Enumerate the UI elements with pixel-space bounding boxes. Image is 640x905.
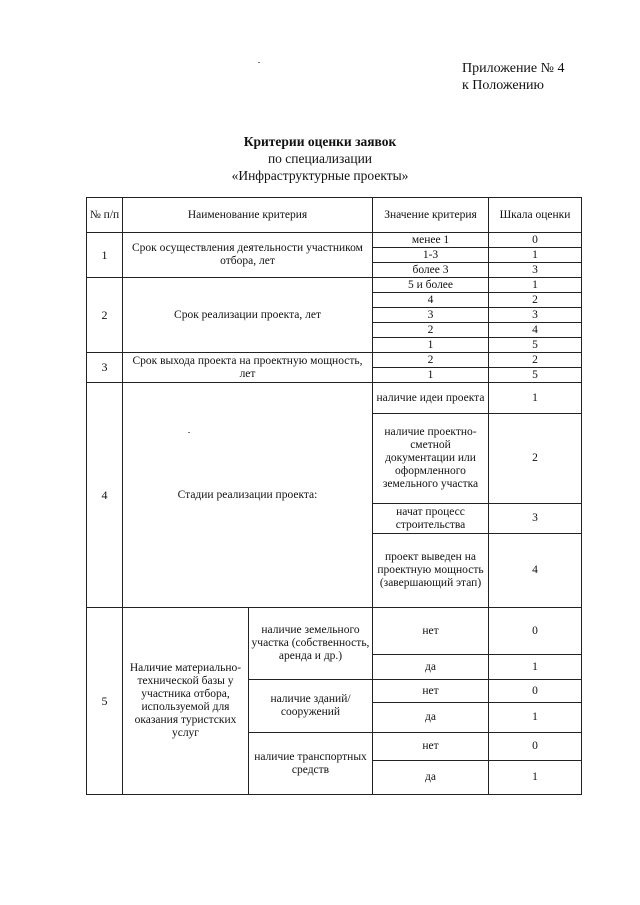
criterion-4-name: Стадии реализации проекта:: [123, 383, 373, 608]
table-row: [87, 233, 582, 248]
criterion-4-score: 1: [489, 383, 582, 414]
criterion-1-name: Срок осуществления деятельности участником отбора, лет: [123, 233, 373, 278]
criterion-5-value: нет: [373, 680, 489, 703]
header-name: Наименование критерия: [123, 198, 373, 233]
criterion-5-sub-name: наличие зданий/сооружений: [249, 680, 373, 733]
criterion-2-value: 3: [373, 308, 489, 323]
criterion-1-score: 0: [489, 233, 582, 248]
criterion-4-value: проект выведен на проектную мощность (завершающий этап): [373, 534, 489, 608]
criterion-4-score: 2: [489, 414, 582, 504]
criterion-1-score: 3: [489, 263, 582, 278]
criterion-2-name: Срок реализации проекта, лет: [123, 278, 373, 353]
criterion-5-num: 5: [87, 608, 123, 795]
header-num: № п/п: [87, 198, 123, 233]
criterion-5-score: 1: [489, 703, 582, 733]
criterion-5-value: да: [373, 655, 489, 680]
header-scale: Шкала оценки: [489, 198, 582, 233]
criterion-5-value: нет: [373, 733, 489, 761]
scan-speck: [258, 62, 260, 63]
criterion-5-score: 1: [489, 655, 582, 680]
criterion-2-value: 2: [373, 323, 489, 338]
table-header-row: [87, 198, 582, 233]
criterion-4-num: 4: [87, 383, 123, 608]
criterion-1-value: 1-3: [373, 248, 489, 263]
table-row: [87, 353, 582, 368]
criterion-5-score: 1: [489, 761, 582, 795]
table-row: [87, 383, 582, 414]
criterion-5-score: 0: [489, 608, 582, 655]
criterion-4-value: наличие проектно-сметной документации или оформленного земельного участка: [373, 414, 489, 504]
criterion-5-value: да: [373, 703, 489, 733]
criterion-2-value: 1: [373, 338, 489, 353]
criterion-3-num: 3: [87, 353, 123, 383]
criterion-1-score: 1: [489, 248, 582, 263]
criterion-5-value: да: [373, 761, 489, 795]
criterion-5-score: 0: [489, 733, 582, 761]
criterion-3-score: 5: [489, 368, 582, 383]
title-line-3: «Инфраструктурные проекты»: [231, 168, 409, 183]
criterion-2-score: 1: [489, 278, 582, 293]
criterion-3-name: Срок выхода проекта на проектную мощность, лет: [123, 353, 373, 383]
criterion-5-name: Наличие материально-технической базы у участника отбора, используемой для оказания туристских услуг: [123, 608, 249, 795]
appendix-note: [462, 60, 565, 94]
criteria-table: [86, 197, 582, 795]
title-line-1: Критерии оценки заявок: [243, 134, 397, 149]
criterion-2-value: 5 и более: [373, 278, 489, 293]
title-line-2: по специализации: [267, 151, 373, 166]
criterion-4-score: 4: [489, 534, 582, 608]
criterion-4-value: начат процесс строительства: [373, 504, 489, 534]
criterion-4-score: 3: [489, 504, 582, 534]
criterion-1-value: более 3: [373, 263, 489, 278]
criterion-4-value: наличие идеи проекта: [373, 383, 489, 414]
criterion-2-score: 4: [489, 323, 582, 338]
table-row: [87, 278, 582, 293]
criterion-5-sub-name: наличие транспортных средств: [249, 733, 373, 795]
criterion-5-sub-name: наличие земельного участка (собственность, аренда и др.): [249, 608, 373, 680]
criterion-3-value: 2: [373, 353, 489, 368]
criterion-2-score: 5: [489, 338, 582, 353]
criterion-1-value: менее 1: [373, 233, 489, 248]
appendix-line-1: Приложение № 4: [462, 61, 565, 76]
criterion-2-value: 4: [373, 293, 489, 308]
criterion-2-score: 3: [489, 308, 582, 323]
appendix-line-2: к Положению: [462, 78, 545, 93]
header-value: Значение критерия: [373, 198, 489, 233]
criterion-3-value: 1: [373, 368, 489, 383]
criterion-1-num: 1: [87, 233, 123, 278]
criterion-2-score: 2: [489, 293, 582, 308]
table-row: [87, 608, 582, 655]
criterion-2-num: 2: [87, 278, 123, 353]
criterion-5-score: 0: [489, 680, 582, 703]
criterion-3-score: 2: [489, 353, 582, 368]
criterion-5-value: нет: [373, 608, 489, 655]
document-title: [0, 133, 640, 184]
